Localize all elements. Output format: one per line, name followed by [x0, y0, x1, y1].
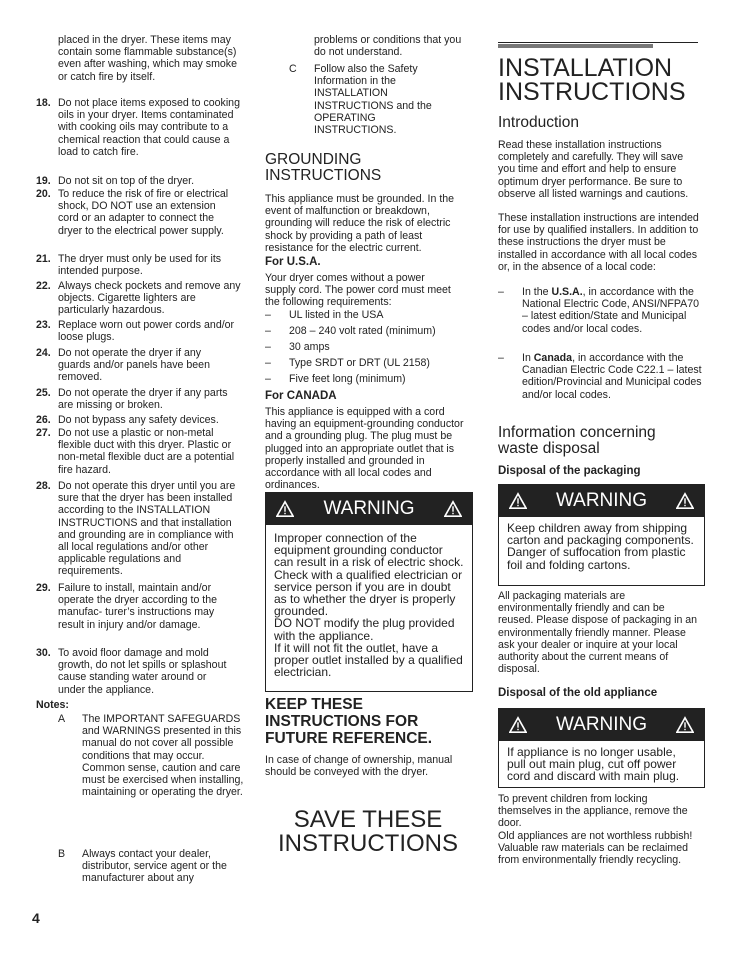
- rule-number: 27.: [36, 427, 51, 439]
- note-c: [289, 63, 449, 136]
- note-text-2: Common sense, caution and care must be exercised when installing, maintaining or operating the dryer.: [82, 761, 244, 799]
- rule-text: Do not place items exposed to cooking oils in your dryer. Items contaminated with cooking oils may contribute to a chemical reaction that could cause a load to catch fire.: [58, 97, 240, 158]
- warning-label: WARNING: [323, 498, 415, 519]
- warning-line: Check with a qualified electrician or service person if you are in doubt as to whether the dryer is properly grounded.: [274, 567, 463, 619]
- rule-number: 22.: [36, 280, 51, 292]
- rule-23: [36, 319, 236, 343]
- grounding-warning-box: [265, 492, 473, 692]
- note-b: [58, 848, 244, 885]
- keep-instructions-text: In case of change of ownership, manual should be conveyed with the dryer.: [265, 754, 453, 779]
- warning-line: Improper connection of the equipment grounding conductor can result in a risk of electric shock.: [274, 531, 464, 570]
- old-appliance-text-2: Old appliances are not worthless rubbish! Valuable raw materials can be reclaimed from environmentally friendly recycling.: [498, 830, 693, 867]
- usa-text: Your dryer comes without a power supply cord. The power cord must meet the following requirements:: [265, 272, 451, 309]
- rule-text: Failure to install, maintain and/or operate the dryer according to the manufac- turer’s instructions may result in injury and/or damage.: [58, 582, 218, 631]
- rule-number: 26.: [36, 414, 51, 426]
- rule-text: Do not operate the dryer if any guards and/or panels have been removed.: [58, 347, 210, 384]
- rule-20: [36, 188, 236, 237]
- old-appliance-warning-box: [498, 708, 705, 788]
- rule-number: 21.: [36, 253, 51, 265]
- note-letter: B: [58, 848, 66, 860]
- usa-requirements-list: [265, 309, 475, 389]
- rule-text: Do not operate this dryer until you are sure that the dryer has been installed according to the INSTALLATION INSTRUCTIONS and that installation and grounding are in compliance with all local regulations and/or other applicable regulations and requirements.: [58, 480, 236, 578]
- packaging-text: All packaging materials are environmentally friendly and can be reused. Please dispose of packaging in an environmentally friendly manner. Please ask your dealer or inquire at your local authority about the current means of disposal.: [498, 590, 698, 676]
- page-number: 4: [32, 910, 40, 926]
- warning-line: If it will not fit the outlet, have a proper outlet installed by a qualified electrician.: [274, 640, 463, 680]
- rule-24: [36, 347, 236, 384]
- save-instructions-title: SAVE THESE INSTRUCTIONS: [278, 806, 458, 857]
- top-rule-thick: [498, 44, 653, 48]
- rule-text: The dryer must only be used for its intended purpose.: [58, 253, 222, 278]
- warning-triangle-icon: [676, 716, 694, 734]
- grounding-title: GROUNDING INSTRUCTIONS: [265, 151, 382, 184]
- rule-number: 20.: [36, 188, 51, 200]
- rule-text: Do not operate the dryer if any parts are missing or broken.: [58, 387, 228, 412]
- warning-triangle-icon: [509, 716, 527, 734]
- keep-instructions-title: KEEP THESE INSTRUCTIONS FOR FUTURE REFERENCE.: [265, 696, 433, 747]
- top-rule: [498, 42, 698, 43]
- warning-label: WARNING: [555, 714, 648, 735]
- canada-label: For CANADA: [265, 390, 337, 402]
- grounding-text: This appliance must be grounded. In the event of malfunction or breakdown, grounding will reduce the risk of electric shock by providing a path of least resistance for the electric current.: [265, 193, 455, 254]
- old-appliance-label: Disposal of the old appliance: [498, 687, 658, 699]
- warning-triangle-icon: [509, 492, 527, 510]
- introduction-title: Introduction: [498, 114, 579, 131]
- rule-text: To avoid floor damage and mold growth, do not let spills or splashout cause standing water around or under the appliance.: [58, 647, 227, 696]
- rule-text: To reduce the risk of fire or electrical shock, DO NOT use an extension cord or an adapter to connect the dryer to the electrical power supply.: [58, 188, 229, 237]
- warning-label: WARNING: [555, 490, 648, 511]
- rule-30: [36, 647, 236, 696]
- packaging-label: Disposal of the packaging: [498, 465, 641, 477]
- note-text: Always contact your dealer, distributor, service agent or the manufacturer about any: [82, 848, 227, 885]
- warning-triangle-icon: [676, 492, 694, 510]
- packaging-warning-box: [498, 484, 705, 586]
- usa-label: For U.S.A.: [265, 256, 321, 268]
- usa-code-item: – In the U.S.A., in accordance with the National Electric Code, ANSI/NFPA70 – latest edition/State and Municipal codes and/or local codes.: [498, 286, 700, 335]
- warning-header: [266, 493, 472, 525]
- intro-text-1: Read these installation instructions completely and carefully. They will save you time and effort and help to ensure optimum dryer performance. Be sure to observe all listed warnings and cautions.: [498, 139, 689, 200]
- warning-body: [266, 525, 472, 682]
- rule-26: [36, 414, 244, 426]
- rule-number: 30.: [36, 647, 51, 659]
- waste-disposal-title: Information concerning waste disposal: [498, 424, 656, 457]
- list-item: – UL listed in the USA: [265, 309, 384, 321]
- rule-18: [36, 97, 242, 158]
- rule-number: 29.: [36, 582, 51, 594]
- note-a: [58, 713, 248, 798]
- rule-number: 28.: [36, 480, 51, 492]
- rule-22: [36, 280, 244, 317]
- note-text: The IMPORTANT SAFEGUARDS and WARNINGS presented in this manual do not cover all possible conditions that may occur.: [82, 713, 242, 762]
- old-appliance-text-1: To prevent children from locking themselves in the appliance, remove the door.: [498, 793, 688, 830]
- page-title: INSTALLATION INSTRUCTIONS: [498, 54, 686, 106]
- warning-header: [499, 709, 704, 741]
- rule-number: 24.: [36, 347, 51, 359]
- continued-text: placed in the dryer. These items may contain some flammable substance(s) even after washing, which may smoke or catch fire by itself.: [58, 34, 237, 83]
- rule-21: [36, 253, 244, 277]
- rule-29: [36, 582, 232, 631]
- intro-text-2: These installation instructions are intended for use by qualified installers. In addition to these instructions the dryer must be installed in accordance with all local codes or, in the absence of a local code:: [498, 212, 699, 273]
- note-letter: A: [58, 713, 66, 725]
- rule-text: Replace worn out power cords and/or loose plugs.: [58, 319, 235, 344]
- rule-text: Always check pockets and remove any objects. Cigarette lighters are particularly hazardous.: [58, 280, 241, 317]
- canada-code-item: – In Canada, in accordance with the Canadian Electric Code C22.1 – latest edition/Provincial and Municipal codes and/or local codes.: [498, 352, 702, 401]
- warning-body: Keep children away from shipping carton and packaging components. Danger of suffocation from plastic foil and folding cartons.: [507, 521, 694, 572]
- rule-28: [36, 480, 244, 578]
- rule-number: 25.: [36, 387, 51, 399]
- warning-line: DO NOT modify the plug provided with the appliance.: [274, 616, 455, 643]
- rule-text: Do not use a plastic or non-metal flexible duct with this dryer. Plastic or non-metal flexible duct are a potential fire hazard.: [58, 427, 235, 476]
- rule-number: 19.: [36, 175, 51, 187]
- warning-header: [499, 485, 704, 517]
- note-text: Follow also the Safety Information in the INSTALLATION INSTRUCTIONS and the OPERATING INSTRUCTIONS.: [314, 63, 432, 137]
- warning-triangle-icon: [444, 500, 462, 518]
- rule-number: 23.: [36, 319, 51, 331]
- rule-19: [36, 175, 242, 187]
- canada-text: This appliance is equipped with a cord having an equipment-grounding conductor and a grounding plug. The plug must be plugged into an appropriate outlet that is properly installed and grounded in accordance with all local codes and ordinances.: [265, 406, 464, 492]
- rule-27: [36, 427, 244, 476]
- warning-triangle-icon: [276, 500, 294, 518]
- note-letter: C: [289, 63, 297, 75]
- list-item: – 208 – 240 volt rated (minimum): [265, 325, 436, 337]
- rule-text: Do not bypass any safety devices.: [58, 414, 219, 426]
- list-item: – 30 amps: [265, 341, 330, 353]
- list-item: – Type SRDT or DRT (UL 2158): [265, 357, 430, 369]
- rule-number: 18.: [36, 97, 51, 109]
- continued-text: problems or conditions that you do not understand.: [314, 34, 462, 59]
- rule-25: [36, 387, 236, 411]
- list-item: – Five feet long (minimum): [265, 373, 406, 385]
- rule-text: Do not sit on top of the dryer.: [58, 175, 195, 187]
- warning-body: If appliance is no longer usable, pull out main plug, cut off power cord and discard with main plug.: [507, 745, 680, 784]
- notes-label: Notes:: [36, 699, 69, 711]
